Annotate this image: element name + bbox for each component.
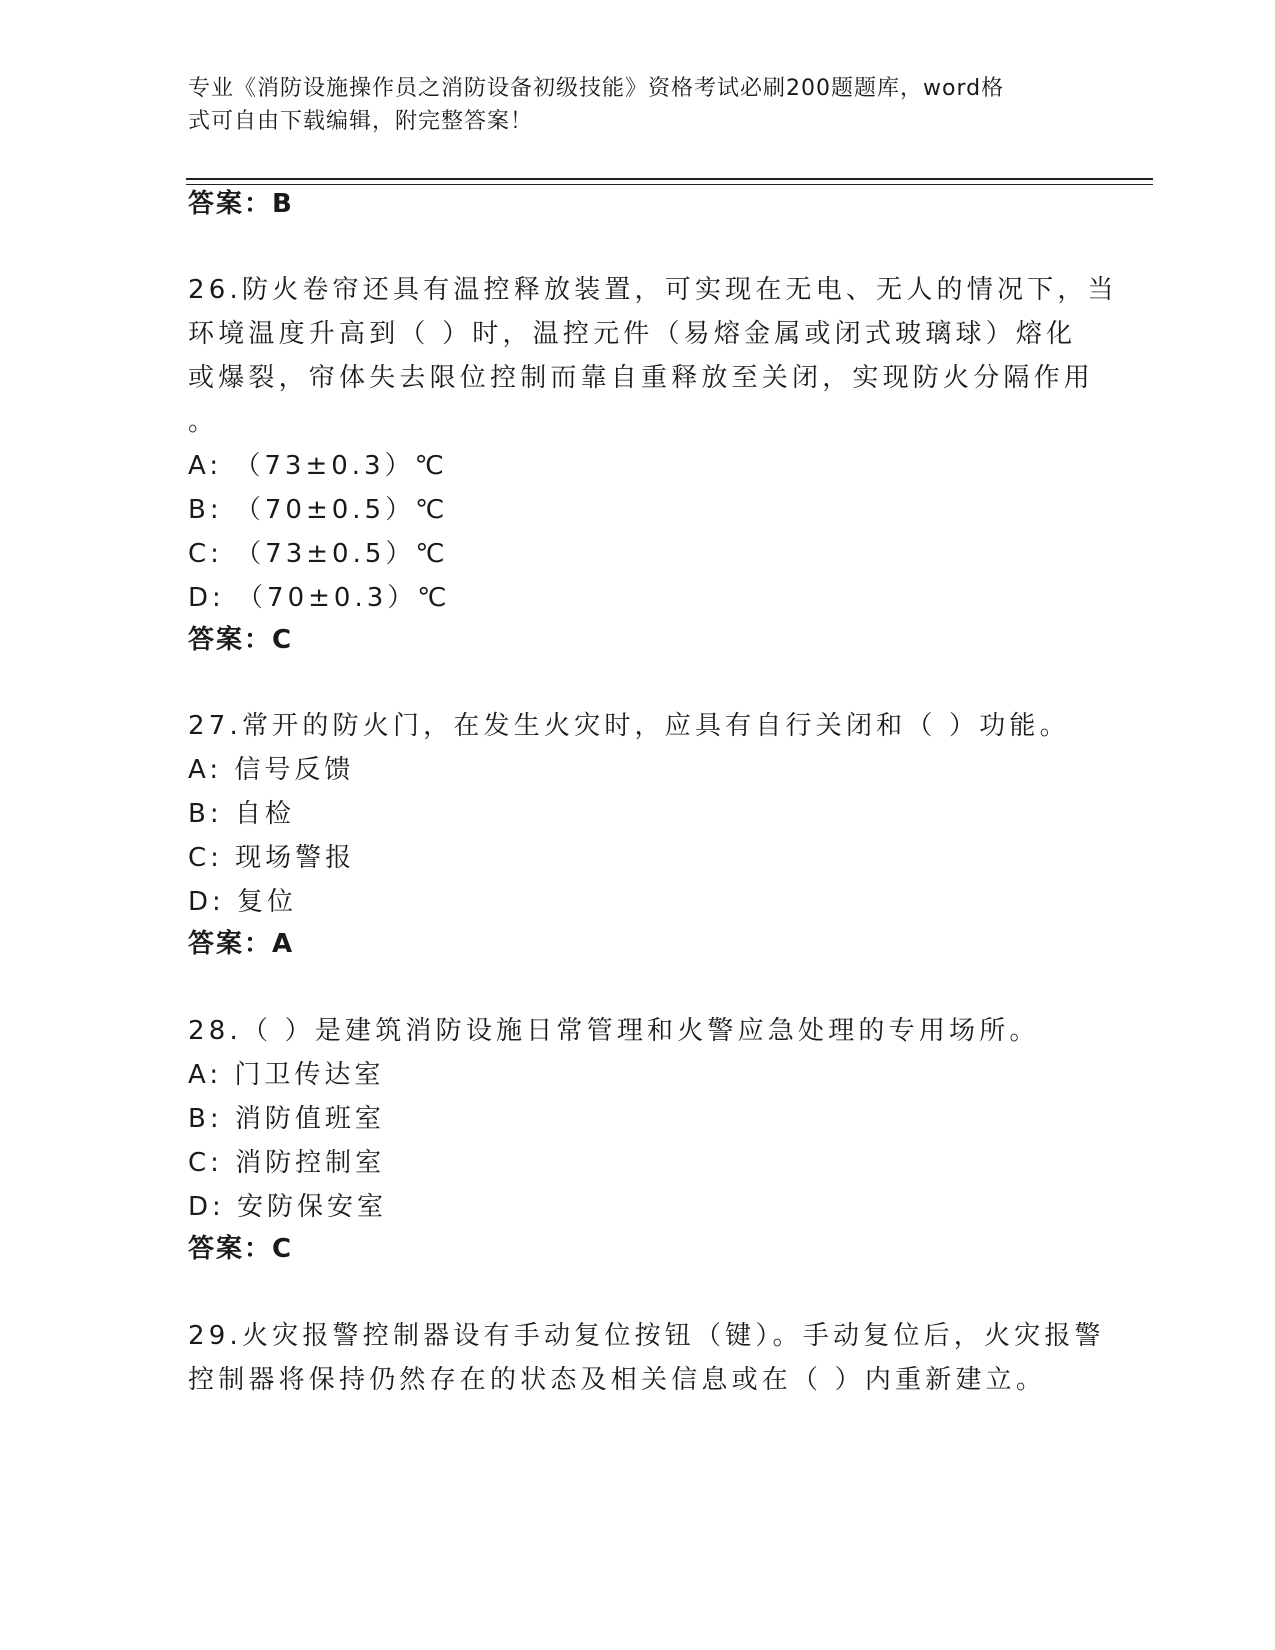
answer-q28: 答案：C [188,1234,294,1264]
question-28-option-a: A: 门卫传达室 [188,1060,385,1090]
question-26-stem-line-1: 26.防火卷帘还具有温控释放装置，可实现在无电、无人的情况下，当 [188,275,1118,305]
answer-q25: 答案：B [188,189,294,219]
header-line-1: 专业《消防设施操作员之消防设备初级技能》资格考试必刷200题题库，word格 [188,76,1005,101]
question-28-option-b: B: 消防值班室 [188,1104,385,1134]
question-28-stem-line-1: 28.（ ）是建筑消防设施日常管理和火警应急处理的专用场所。 [188,1016,1040,1046]
question-29-stem-line-1: 29.火灾报警控制器设有手动复位按钮（键）。手动复位后，火灾报警 [188,1321,1105,1351]
question-27-stem-line-1: 27.常开的防火门，在发生火灾时，应具有自行关闭和（ ）功能。 [188,711,1070,741]
question-27-option-b: B: 自检 [188,799,295,829]
question-26-option-d: D: （70±0.3）℃ [188,583,451,613]
answer-q26: 答案：C [188,625,294,655]
question-29-stem-line-2: 控制器将保持仍然存在的状态及相关信息或在（ ）内重新建立。 [188,1365,1047,1395]
question-26-stem-line-2: 环境温度升高到（ ）时，温控元件（易熔金属或闭式玻璃球）熔化 [188,319,1077,349]
question-27-option-d: D: 复位 [188,887,298,917]
question-28-option-d: D: 安防保安室 [188,1192,388,1222]
question-26-stem-line-4: 。 [188,407,219,437]
question-26-stem-line-3: 或爆裂，帘体失去限位控制而靠自重释放至关闭，实现防火分隔作用 [188,363,1095,393]
header-divider-thin [186,184,1153,185]
header-line-2: 式可自由下载编辑，附完整答案！ [188,109,534,134]
question-26-option-b: B: （70±0.5）℃ [188,495,449,525]
question-27-option-c: C: 现场警报 [188,843,356,873]
answer-q27: 答案：A [188,929,295,959]
question-27-option-a: A: 信号反馈 [188,755,355,785]
question-26-option-a: A: （73±0.3）℃ [188,451,448,481]
page-header [188,72,1068,138]
question-28-option-c: C: 消防控制室 [188,1148,386,1178]
header-divider-thick [186,178,1153,180]
question-26-option-c: C: （73±0.5）℃ [188,539,449,569]
